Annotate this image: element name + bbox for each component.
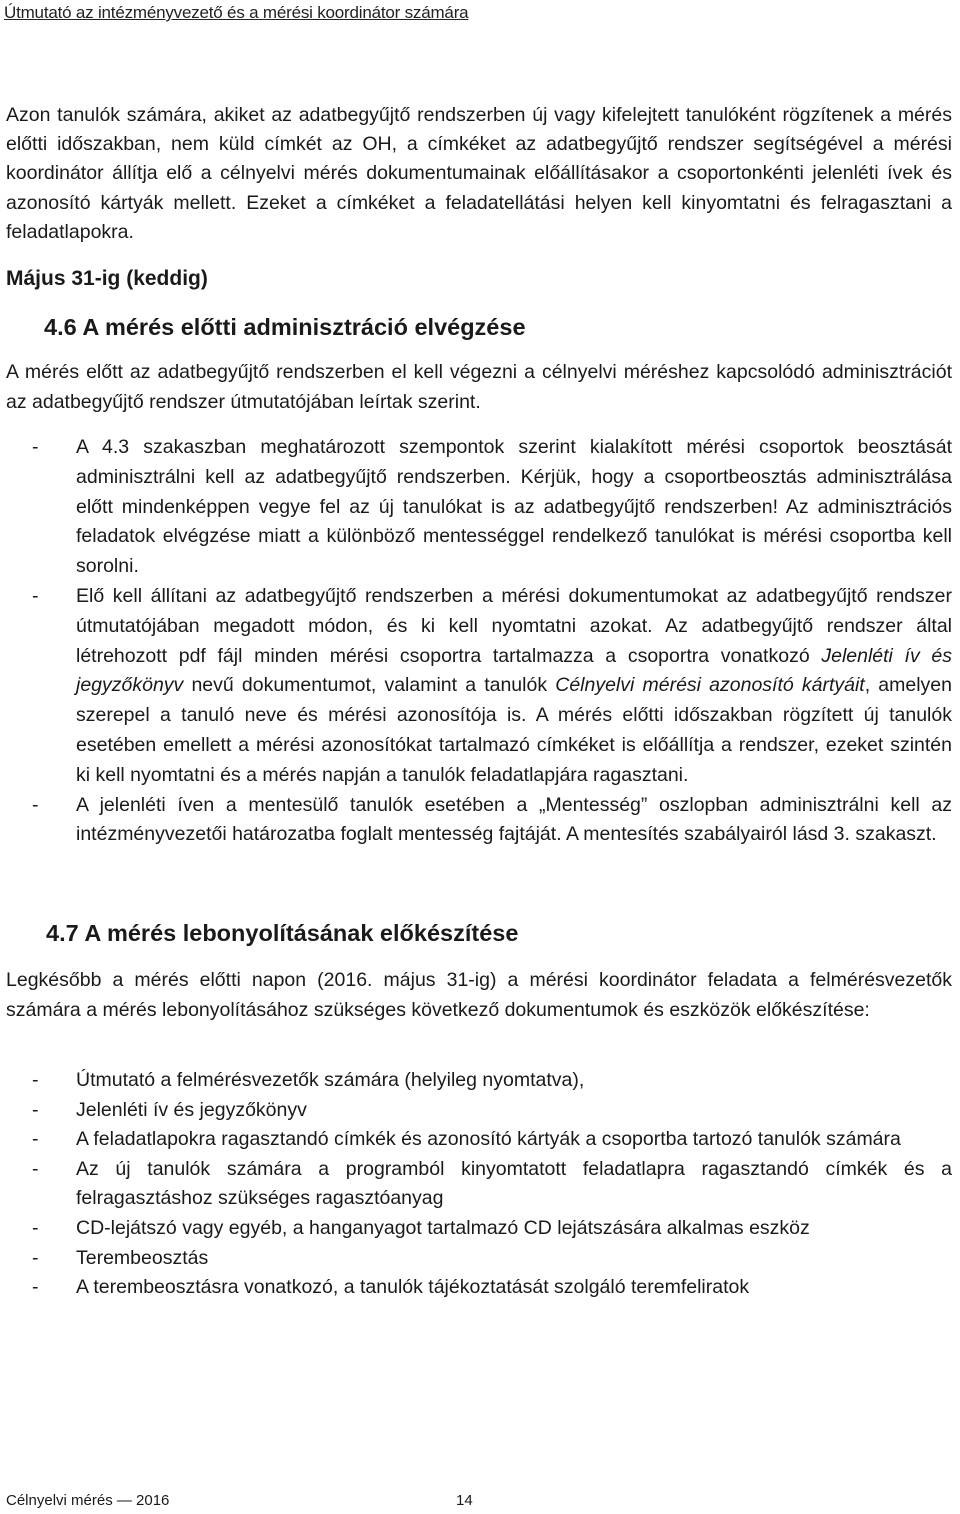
list-item-text: Jelenléti ív és jegyzőkönyv: [76, 1098, 307, 1121]
running-header: Útmutató az intézményvezető és a mérési koordinátor számára: [4, 3, 469, 22]
section-4-6-intro: A mérés előtt az adatbegyűjtő rendszerben el kell végezni a célnyelvi méréshez kapcsolódó adminisztrációt az adatbegyűjtő rendszer útmutatójában leírtak szerint.: [6, 361, 952, 414]
list-item: [6, 1125, 952, 1155]
list-dash: -: [32, 1157, 39, 1180]
list-item-text: A 4.3 szakaszban meghatározott szempontok szerint kialakított mérési csoportok beosztását adminisztrálni kell az adatbegyűjtő rendszerben. Kérjük, hogy a csoportbeosztás adminisztrálása előtt mindenképpen vegye fel az új tanulókat is az adatbegyűjtő rendszerben! Az adminisztrációs feladatok elvégzése miatt a különböző mentességgel rendelkező tanulókat is mérési csoportba kell sorolni.: [76, 436, 952, 578]
section-4-6-intro-block: [6, 357, 952, 417]
list-item-text: A terembeosztásra vonatkozó, a tanulók tájékoztatását szolgáló teremfeliratok: [76, 1276, 750, 1299]
list-item: [6, 1155, 952, 1214]
document-name-italic: Jelenléti ív és jegyzőkönyv: [76, 644, 952, 697]
list-item: [6, 582, 952, 791]
list-item: [6, 1273, 952, 1303]
list-item-text-part: nevű dokumentumot, valamint a tanulók: [183, 674, 556, 697]
intro-paragraph-block: [6, 101, 952, 247]
list-item-text: CD-lejátszó vagy egyéb, a hanganyagot tartalmazó CD lejátszására alkalmas eszköz: [76, 1216, 810, 1239]
list-item: [6, 1066, 952, 1096]
list-item: [6, 1096, 952, 1126]
deadline-label: Május 31-ig (keddig): [6, 267, 208, 290]
list-item-text: Terembeosztás: [76, 1246, 209, 1269]
section-4-6-heading: 4.6 A mérés előtti adminisztráció elvégzése: [44, 314, 526, 340]
list-dash: -: [32, 1098, 39, 1121]
section-4-6-list: [6, 433, 952, 850]
list-dash: -: [32, 436, 39, 458]
list-item-text: A jelenléti íven a mentesülő tanulók esetében a „Mentesség” oszlopban adminisztrálni kell az intézményvezetői határozatba foglalt mentesség fajtáját. A mentesítés szabályairól lásd 3. szakaszt.: [76, 793, 952, 846]
list-dash: -: [32, 1216, 39, 1239]
list-dash: -: [32, 1246, 39, 1269]
list-item: [6, 791, 952, 851]
page-number: 14: [456, 1492, 473, 1509]
list-dash: -: [32, 1069, 39, 1091]
intro-paragraph: Azon tanulók számára, akiket az adatbegyűjtő rendszerben új vagy kifelejtett tanulóként rögzítenek a mérés előtti időszakban, nem küld címkét az OH, a címkéket az adatbegyűjtő rendszer segítségével a mérési koordinátor állítja elő a célnyelvi mérés dokumentumainak előállításakor a csoportonkénti jelenléti ívek és azonosító kártyák mellett. Ezeket a címkéket a feladatellátási helyen kell kinyomtatni és felragasztani a feladatlapokra.: [6, 104, 952, 243]
list-dash: -: [32, 1276, 39, 1299]
list-item-text: Az új tanulók számára a programból kinyomtatott feladatlapra ragasztandó címkék és a felragasztáshoz szükséges ragasztóanyag: [76, 1157, 952, 1210]
section-4-7-intro: Legkésőbb a mérés előtti napon (2016. május 31-ig) a mérési koordinátor feladata a felmérésvezetők számára a mérés lebonyolításához szükséges következő dokumentumok és eszközök előkészítése:: [6, 969, 952, 1022]
list-item-text: A feladatlapokra ragasztandó címkék és azonosító kártyák a csoportba tartozó tanulók számára: [76, 1128, 901, 1151]
list-dash: -: [32, 1128, 39, 1151]
list-dash: -: [32, 793, 39, 816]
section-4-7-heading: 4.7 A mérés lebonyolításának előkészítése: [46, 920, 519, 946]
list-item-text-part: , amelyen szerepel a tanuló neve és mérési azonosítója is. A mérés előtti időszakban rögzített új tanulók esetében emellett a mérési azonosítókat tartalmazó címkéket is előállítja a rendszer, ezeket szintén ki kell nyomtatni és a mérés napján a tanulók feladatlapjára ragasztani.: [76, 674, 952, 786]
list-item-text-part: Elő kell állítani az adatbegyűjtő rendszerben a mérési dokumentumokat az adatbegyűjtő rendszer útmutatójában megadott módon, és ki kell nyomtatni azokat. Az adatbegyűjtő rendszer által létrehozott pdf fájl minden mérési csoportra tartalmazza a csoportra vonatkozó: [76, 584, 952, 667]
id-card-name-italic: Célnyelvi mérési azonosító kártyáit: [555, 674, 865, 697]
section-4-7-intro-block: [6, 965, 952, 1025]
list-item: [6, 1214, 952, 1244]
section-4-7-list: [6, 1066, 952, 1303]
list-dash: -: [32, 584, 39, 607]
list-item: [6, 433, 952, 582]
footer-title: Célnyelvi mérés — 2016: [6, 1492, 170, 1509]
list-item: [6, 1244, 952, 1274]
list-item-text: Útmutató a felmérésvezetők számára (helyileg nyomtatva),: [76, 1069, 585, 1091]
